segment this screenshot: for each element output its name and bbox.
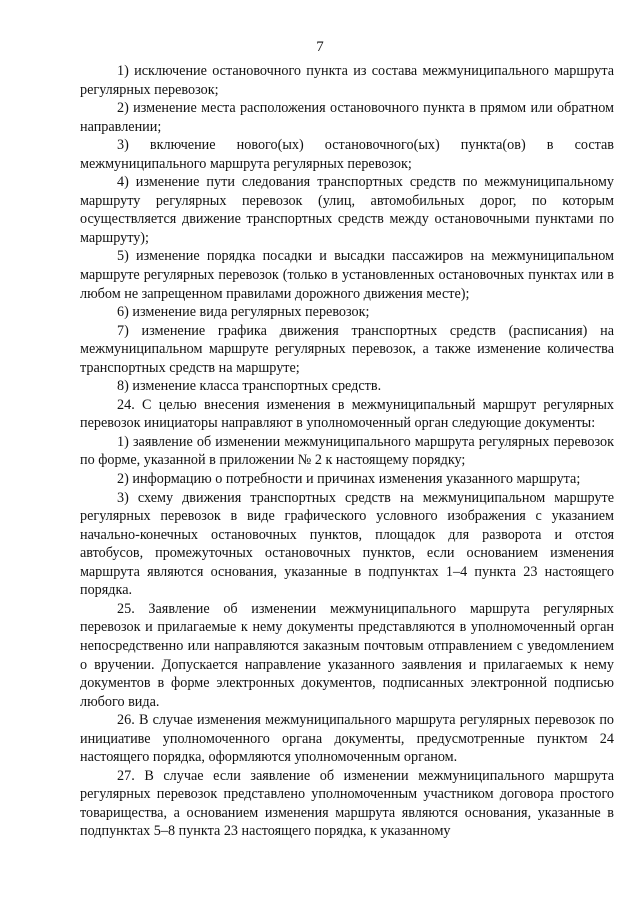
- paragraph-item-2: 2) изменение места расположения остановочного пункта в прямом или обратном направлении;: [80, 100, 614, 135]
- paragraph-item-8: 8) изменение класса транспортных средств.: [117, 378, 382, 395]
- paragraph-clause-26: 26. В случае изменения межмуниципального маршрута регулярных перевозок по инициативе уполномоченного органа документы, предусмотренные пунктом 24 настоящего порядка, оформляются уполномоченным органом.: [80, 712, 614, 766]
- paragraph-clause-24-item-1: 1) заявление об изменении межмуниципального маршрута регулярных перевозок по форме, указанной в приложении № 2 к настоящему порядку;: [80, 433, 614, 469]
- paragraph-item-7: 7) изменение графика движения транспортных средств (расписания) на межмуниципальном маршруте регулярных перевозок, а также изменение количества транспортных средств на маршруте;: [80, 322, 614, 376]
- document-body: [80, 62, 614, 841]
- paragraph-item-3: 3) включение нового(ых) остановочного(ых) пункта(ов) в состав межмуниципального маршрута регулярных перевозок;: [80, 137, 614, 172]
- paragraph-clause-24-item-2: 2) информацию о потребности и причинах изменения указанного маршрута;: [117, 471, 581, 488]
- paragraph-item-6: 6) изменение вида регулярных перевозок;: [117, 304, 370, 321]
- paragraph-item-5: 5) изменение порядка посадки и высадки пассажиров на межмуниципальном маршруте регулярных перевозок (только в установленных остановочных пунктах или в любом не запрещенном правилами дорожного движения месте);: [80, 248, 614, 302]
- paragraph-clause-27: 27. В случае если заявление об изменении межмуниципального маршрута регулярных перевозок представлено уполномоченным участником договора простого товарищества, а основанием изменения маршрута являются основания, указанные в подпунктах 5–8 пункта 23 настоящего порядка, к указанному: [80, 767, 614, 840]
- paragraph-clause-25: 25. Заявление об изменении межмуниципального маршрута регулярных перевозок и прилагаемые к нему документы представляются в уполномоченный орган непосредственно или направляются заказным почтовым отправлением с уведомлением о вручении. Допускается направление указанного заявления и прилагаемых к нему документов в форме электронных документов, подписанных электронной подписью любого вида.: [80, 600, 614, 710]
- paragraph-item-4: 4) изменение пути следования транспортных средств по межмуниципальному маршруту регулярных перевозок (улиц, автомобильных дорог, по которым осуществляется движение транспортных средств между остановочными пунктами по маршруту);: [80, 174, 614, 246]
- page-number: 7: [316, 39, 324, 55]
- paragraph-clause-24-item-3: 3) схему движения транспортных средств на межмуниципальном маршруте регулярных перевозок в виде графического условного изображения с указанием начально-конечных остановочных пунктов, площадок для разворота и отстоя автобусов, промежуточных остановочных пунктов, если основанием изменения маршрута являются основания, указанные в подпунктах 1–4 пункта 23 настоящего порядка.: [80, 489, 614, 599]
- paragraph-clause-24: 24. С целью внесения изменения в межмуниципальный маршрут регулярных перевозок инициаторы направляют в уполномоченный орган следующие документы:: [80, 396, 614, 432]
- paragraph-item-1: 1) исключение остановочного пункта из состава межмуниципального маршрута регулярных перевозок;: [80, 63, 614, 98]
